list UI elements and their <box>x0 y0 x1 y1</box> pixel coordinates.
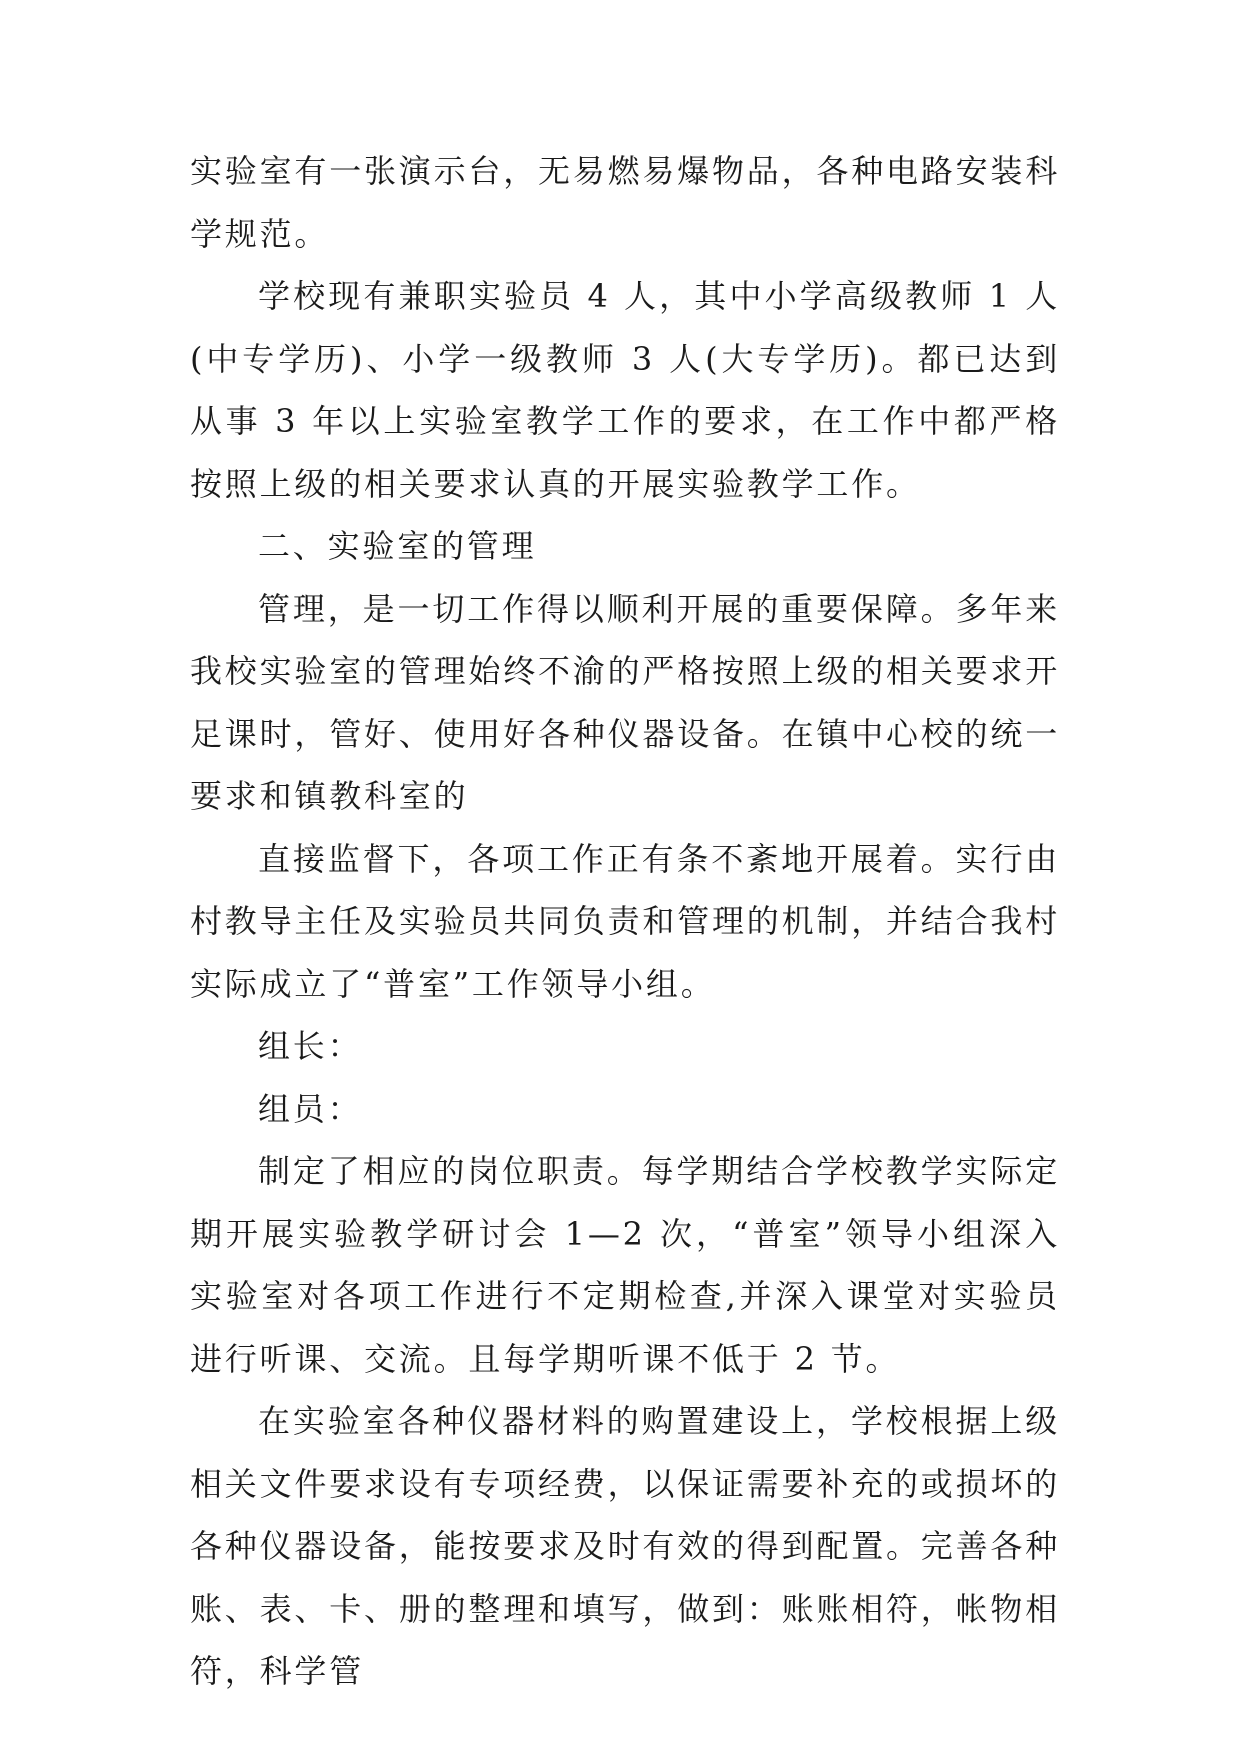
paragraph-supervision: 直接监督下，各项工作正有条不紊地开展着。实行由村教导主任及实验员共同负责和管理的机制，并结合我村实际成立了“普室”工作领导小组。 <box>190 839 1061 1003</box>
paragraph-equipment-purchase: 在实验室各种仪器材料的购置建设上，学校根据上级相关文件要求设有专项经费，以保证需要补充的或损坏的各种仪器设备，能按要求及时有效的得到配置。完善各种账、表、卡、册的整理和填写，做到：账账相符，帐物相符，科学管 <box>190 1402 1061 1690</box>
document-page <box>190 140 1060 1703</box>
section-heading-lab-management: 二、实验室的管理 <box>258 527 537 565</box>
paragraph-lab-equipment: 实验室有一张演示台，无易燃易爆物品，各种电路安装科学规范。 <box>190 152 1061 253</box>
group-members-line: 组员： <box>258 1089 363 1128</box>
paragraph-responsibilities: 制定了相应的岗位职责。每学期结合学校教学实际定期开展实验教学研讨会 1—2 次，“普室”领导小组深入实验室对各项工作进行不定期检查,并深入课堂对实验员进行听课、交流。且每学期听课不低于 2 节。 <box>190 1152 1060 1378</box>
paragraph-lab-staff: 学校现有兼职实验员 4 人，其中小学高级教师 1 人(中专学历)、小学一级教师 3 人(大专学历)。都已达到从事 3 年以上实验室教学工作的要求，在工作中都严格按照上级的相关要求认真的开展实验教学工作。 <box>190 277 1060 503</box>
paragraph-management-importance: 管理，是一切工作得以顺利开展的重要保障。多年来我校实验室的管理始终不渝的严格按照上级的相关要求开足课时，管好、使用好各种仪器设备。在镇中心校的统一要求和镇教科室的 <box>190 589 1061 815</box>
group-leader-line: 组长： <box>258 1027 363 1065</box>
